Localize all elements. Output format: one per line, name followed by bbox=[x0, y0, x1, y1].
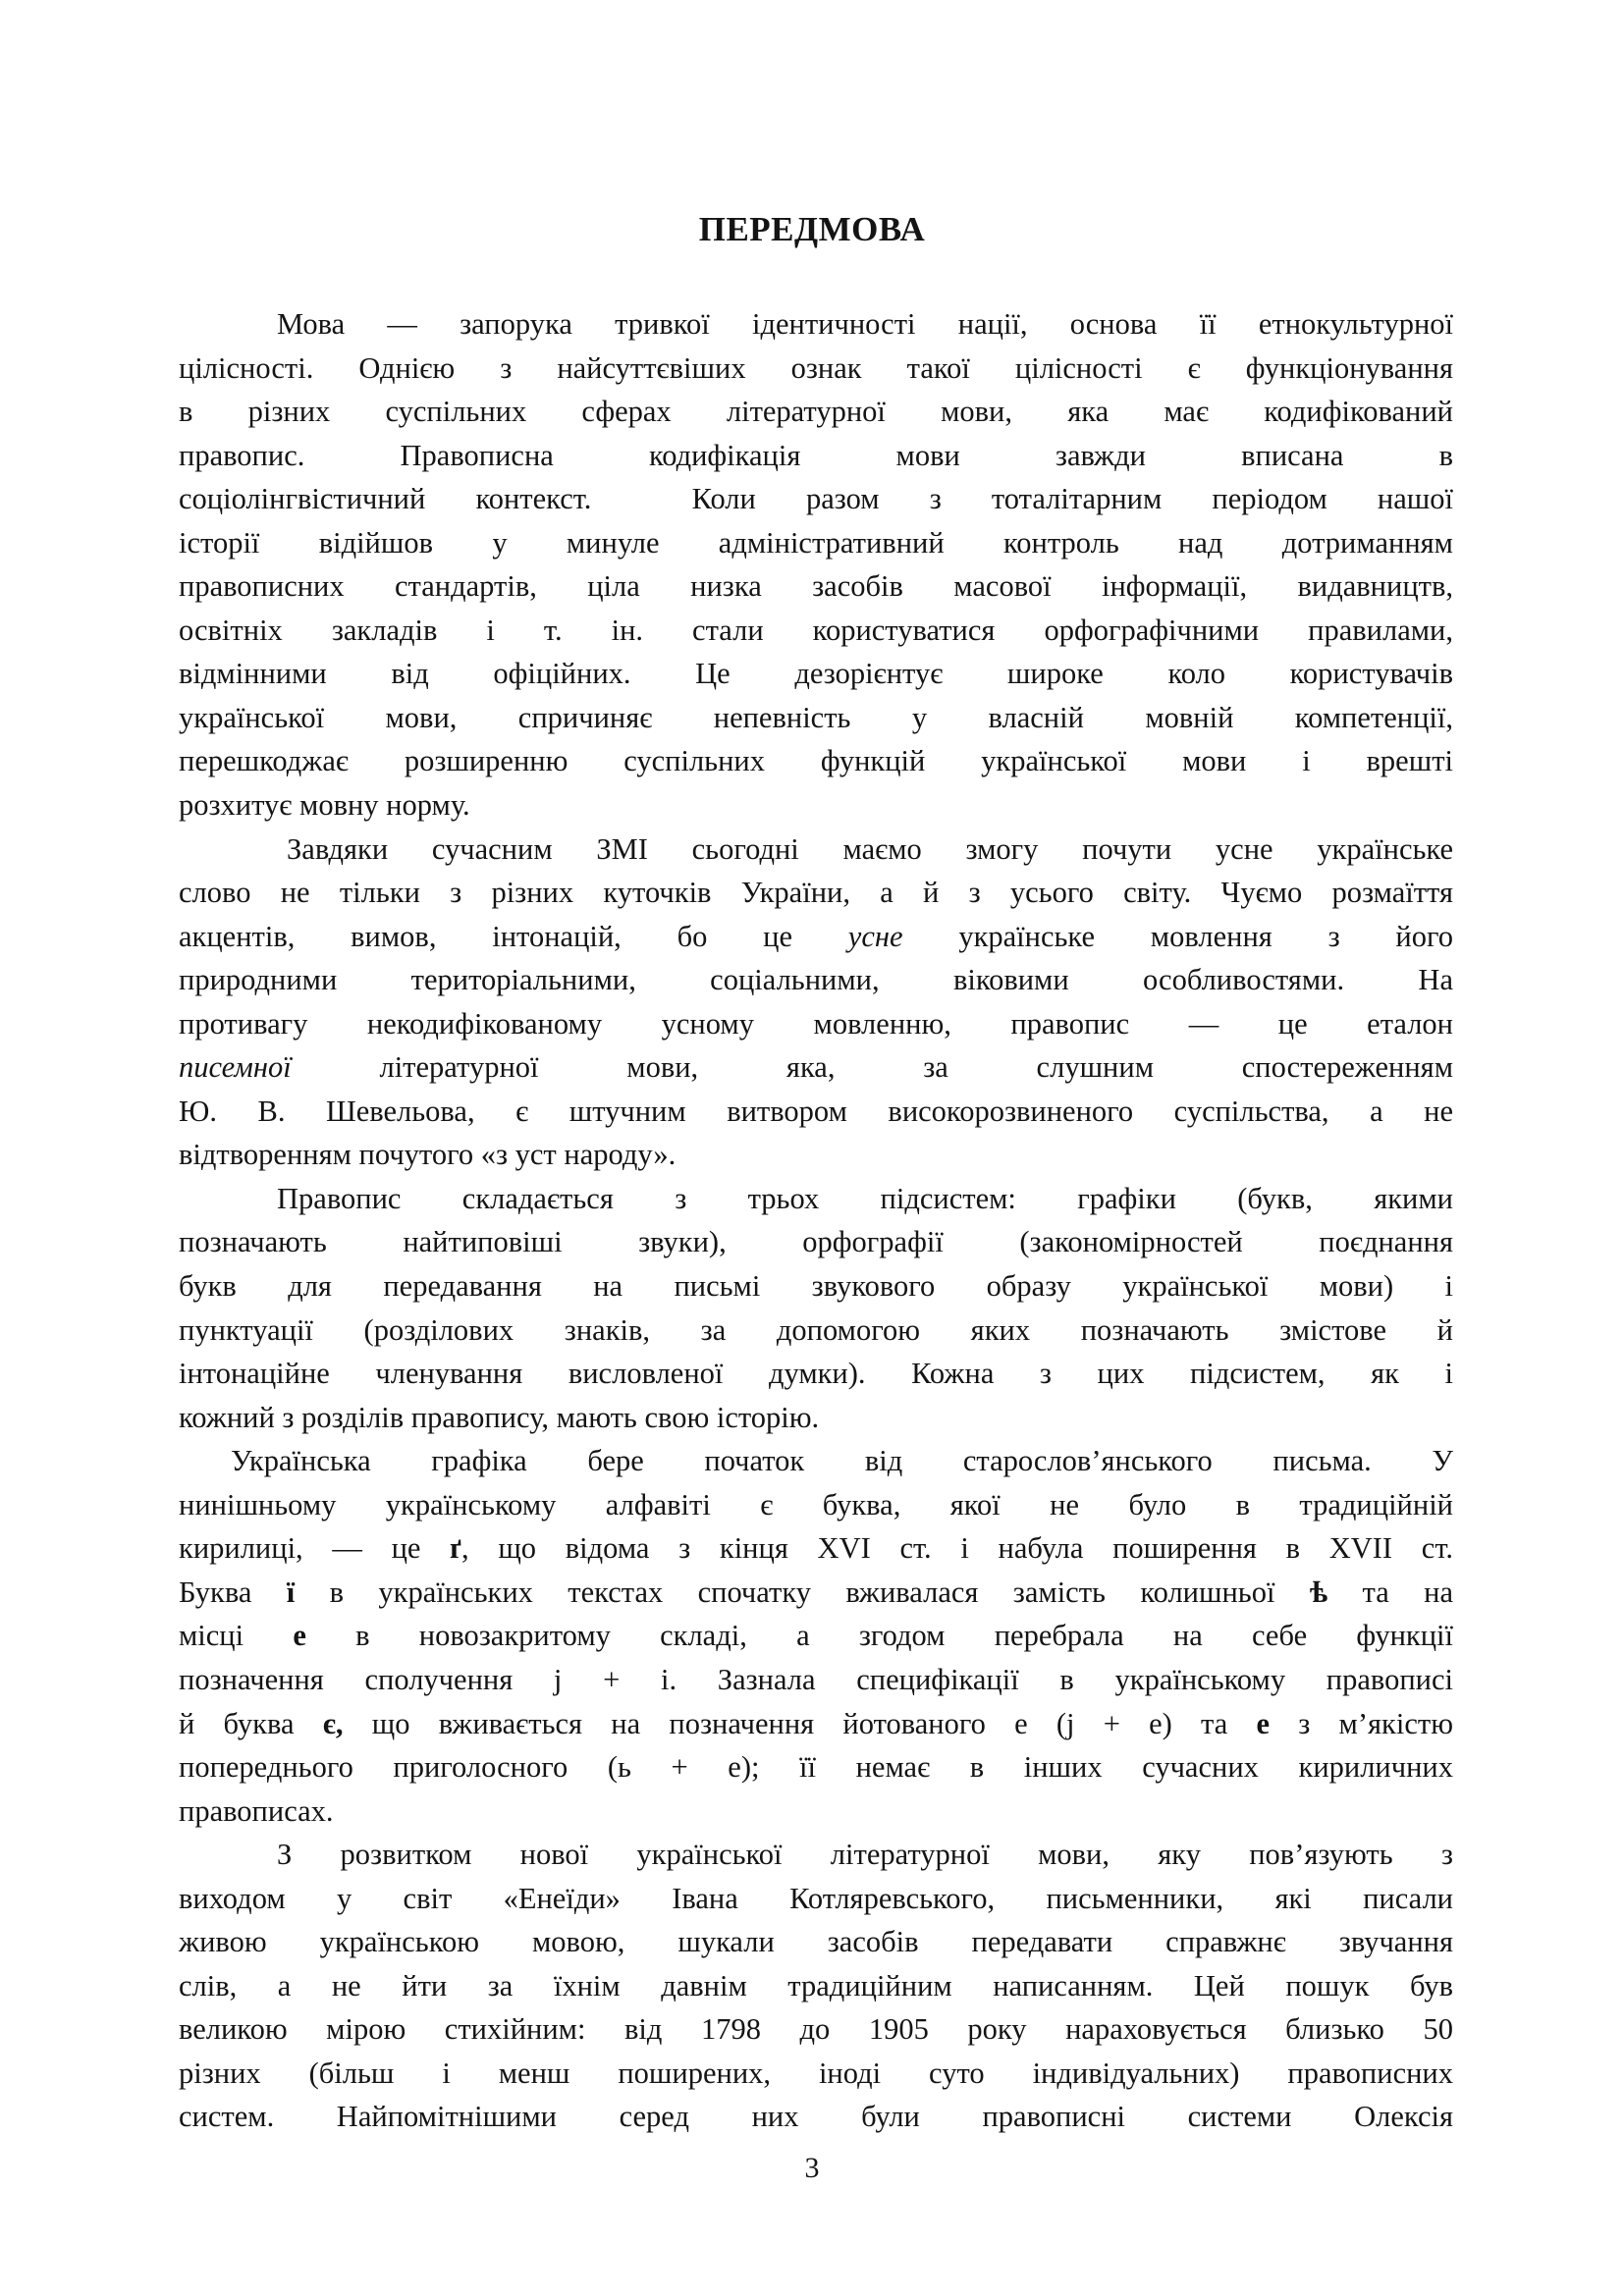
text-line bbox=[179, 1220, 1453, 1264]
text-line bbox=[179, 958, 1453, 1002]
text-segment: Українська графіка бере початок від старослов’янського письма. У bbox=[231, 1444, 1453, 1478]
text-segment: в новозакритому складі, а згодом перебрала на себе функції bbox=[305, 1619, 1453, 1653]
text-segment: кожний з розділів правопису, мають свою історію. bbox=[179, 1400, 820, 1434]
text-line bbox=[179, 2007, 1453, 2052]
text-line bbox=[179, 390, 1453, 434]
document-body bbox=[179, 302, 1453, 2139]
text-segment: живою українською мовою, шукали засобів передавати справжнє звучання bbox=[179, 1925, 1453, 1959]
bold-letter: ї bbox=[286, 1575, 296, 1609]
text-line bbox=[179, 1833, 1453, 1877]
text-segment: Завдяки сучасним ЗМІ сьогодні маємо змогу почути усне українське bbox=[287, 831, 1453, 866]
text-segment: правописах. bbox=[179, 1793, 334, 1828]
text-segment: , що відома з кінця XVI ст. і набула поширення в XVII ст. bbox=[461, 1531, 1453, 1566]
text-line bbox=[179, 1658, 1453, 1702]
text-segment: акцентів, вимов, інтонацій, бо це bbox=[179, 919, 848, 953]
italic-emphasis: писемної bbox=[179, 1050, 292, 1085]
text-line bbox=[179, 1308, 1453, 1353]
text-segment: відтворенням почутого «з уст народу». bbox=[179, 1138, 677, 1172]
text-segment: Правопис складається з трьох підсистем: графіки (букв, якими bbox=[277, 1181, 1453, 1215]
text-segment: Мова — запорука тривкої ідентичності нації, основа її етнокультурної bbox=[277, 307, 1453, 341]
text-segment: пунктуації (розділових знаків, за допомогою яких позначають змістове й bbox=[179, 1312, 1453, 1347]
text-line bbox=[179, 1920, 1453, 1964]
text-segment: соціолінгвістичний контекст. Коли разом з тоталітарним періодом нашої bbox=[179, 482, 1453, 516]
text-line bbox=[179, 652, 1453, 696]
text-segment: противагу некодифікованому усному мовленню, правопис — це еталон bbox=[179, 1006, 1453, 1041]
text-segment: букв для передавання на письмі звукового образу української мови) і bbox=[179, 1269, 1453, 1304]
text-line bbox=[179, 477, 1453, 521]
text-segment: українське мовлення з його bbox=[902, 919, 1453, 953]
text-line bbox=[179, 1745, 1453, 1789]
text-segment: слів, а не йти за їхнім давнім традиційним написанням. Цей пошук був bbox=[179, 1968, 1453, 2002]
text-line bbox=[179, 1264, 1453, 1308]
text-segment: виходом у світ «Енеїди» Івана Котляревського, письменники, які писали bbox=[179, 1881, 1453, 1915]
text-segment: що вживається на позначення йотованого е (j + е) та bbox=[343, 1706, 1257, 1740]
text-line bbox=[179, 1789, 1453, 1834]
text-segment: великою мірою стихійним: від 1798 до 1905 року нараховується близько 50 bbox=[179, 2012, 1453, 2047]
paragraph bbox=[179, 1833, 1453, 2139]
text-line bbox=[179, 915, 1453, 959]
text-segment: різних (більш і менш поширених, іноді суто індивідуальних) правописних bbox=[179, 2056, 1453, 2090]
text-line bbox=[179, 696, 1453, 740]
text-segment: позначення сполучення j + і. Зазнала специфікації в українському правописі bbox=[179, 1662, 1453, 1696]
text-segment: Ю. В. Шевельова, є штучним витвором високорозвиненого суспільства, а не bbox=[179, 1094, 1453, 1128]
text-line bbox=[179, 1571, 1453, 1615]
bold-letter: е bbox=[1256, 1706, 1271, 1740]
text-segment: Буква bbox=[179, 1575, 287, 1609]
text-segment: природними територіальними, соціальними, віковими особливостями. На bbox=[179, 963, 1453, 997]
text-segment: перешкоджає розширенню суспільних функцій української мови і врешті bbox=[179, 744, 1453, 778]
text-segment: з м’якістю bbox=[1270, 1706, 1453, 1740]
paragraph bbox=[179, 1439, 1453, 1833]
text-line bbox=[179, 1177, 1453, 1221]
text-segment: позначають найтиповіші звуки), орфографії (закономірностей поєднання bbox=[179, 1225, 1453, 1259]
text-segment: розхитує мовну норму. bbox=[179, 788, 470, 823]
text-segment: в українських текстах спочатку вживалася замість колишньої bbox=[295, 1575, 1310, 1609]
text-segment: З розвитком нової української літературної мови, яку пов’язують з bbox=[277, 1838, 1453, 1872]
text-line bbox=[179, 434, 1453, 478]
text-line bbox=[179, 1045, 1453, 1090]
text-segment: правопис. Правописна кодифікація мови завжди вписана в bbox=[179, 438, 1453, 472]
text-segment: слово не тільки з різних куточків України, а й з усього світу. Чуємо розмаїття bbox=[179, 876, 1453, 910]
bold-letter: е bbox=[293, 1619, 306, 1653]
text-line bbox=[179, 1133, 1453, 1177]
text-line bbox=[179, 1614, 1453, 1658]
text-segment: правописних стандартів, ціла низка засобів масової інформації, видавництв, bbox=[179, 569, 1453, 604]
text-line bbox=[179, 1352, 1453, 1396]
text-segment: попереднього приголосного (ь + е); її немає в інших сучасних кириличних bbox=[179, 1750, 1453, 1785]
text-segment: місці bbox=[179, 1619, 294, 1653]
text-segment: цілісності. Однією з найсуттєвіших ознак такої цілісності є функціонування bbox=[179, 350, 1453, 385]
text-segment: та на bbox=[1327, 1575, 1453, 1609]
text-line bbox=[179, 871, 1453, 915]
text-segment: літературної мови, яка, за слушним спостереженням bbox=[291, 1050, 1453, 1085]
paragraph bbox=[179, 302, 1453, 828]
text-segment: кирилиці, — це bbox=[179, 1531, 451, 1566]
text-line bbox=[179, 1483, 1453, 1527]
text-line bbox=[179, 564, 1453, 609]
text-segment: в різних суспільних сферах літературної мови, яка має кодифікований bbox=[179, 395, 1453, 429]
text-segment: історії відійшов у минуле адміністративний контроль над дотриманням bbox=[179, 525, 1453, 560]
text-line bbox=[179, 828, 1453, 872]
text-segment: й буква bbox=[179, 1706, 323, 1740]
bold-letter: ѣ bbox=[1309, 1575, 1328, 1609]
text-line bbox=[179, 739, 1453, 783]
text-segment: систем. Найпомітнішими серед них були правописні системи Олексія bbox=[179, 2100, 1453, 2134]
text-segment: відмінними від офіційних. Це дезорієнтує широке коло користувачів bbox=[179, 657, 1453, 691]
text-line bbox=[179, 1090, 1453, 1134]
text-line bbox=[179, 2052, 1453, 2096]
paragraph bbox=[179, 828, 1453, 1177]
text-segment: нинішньому українському алфавіті є буква, якої не було в традиційній bbox=[179, 1487, 1453, 1522]
text-segment: інтонаційне членування висловленої думки). Кожна з цих підсистем, як і bbox=[179, 1357, 1453, 1391]
text-segment: освітніх закладів і т. ін. стали користуватися орфографічними правилами, bbox=[179, 613, 1453, 647]
text-line bbox=[179, 1877, 1453, 1921]
page-number: 3 bbox=[804, 2152, 820, 2184]
text-line bbox=[179, 2095, 1453, 2139]
text-line bbox=[179, 1526, 1453, 1571]
text-line bbox=[179, 1702, 1453, 1746]
text-line bbox=[179, 1396, 1453, 1440]
bold-letter: є, bbox=[322, 1706, 344, 1740]
text-line bbox=[179, 521, 1453, 565]
text-line bbox=[179, 347, 1453, 391]
text-line bbox=[179, 1439, 1453, 1483]
paragraph bbox=[179, 1177, 1453, 1439]
text-line bbox=[179, 1002, 1453, 1046]
text-segment: української мови, спричиняє непевність у власній мовній компетенції, bbox=[179, 700, 1453, 734]
italic-emphasis: усне bbox=[847, 919, 903, 953]
text-line bbox=[179, 302, 1453, 347]
bold-letter: ґ bbox=[450, 1531, 461, 1566]
page-title: ПЕРЕДМОВА bbox=[698, 210, 926, 248]
text-line bbox=[179, 1964, 1453, 2008]
text-line bbox=[179, 609, 1453, 653]
text-line bbox=[179, 783, 1453, 828]
